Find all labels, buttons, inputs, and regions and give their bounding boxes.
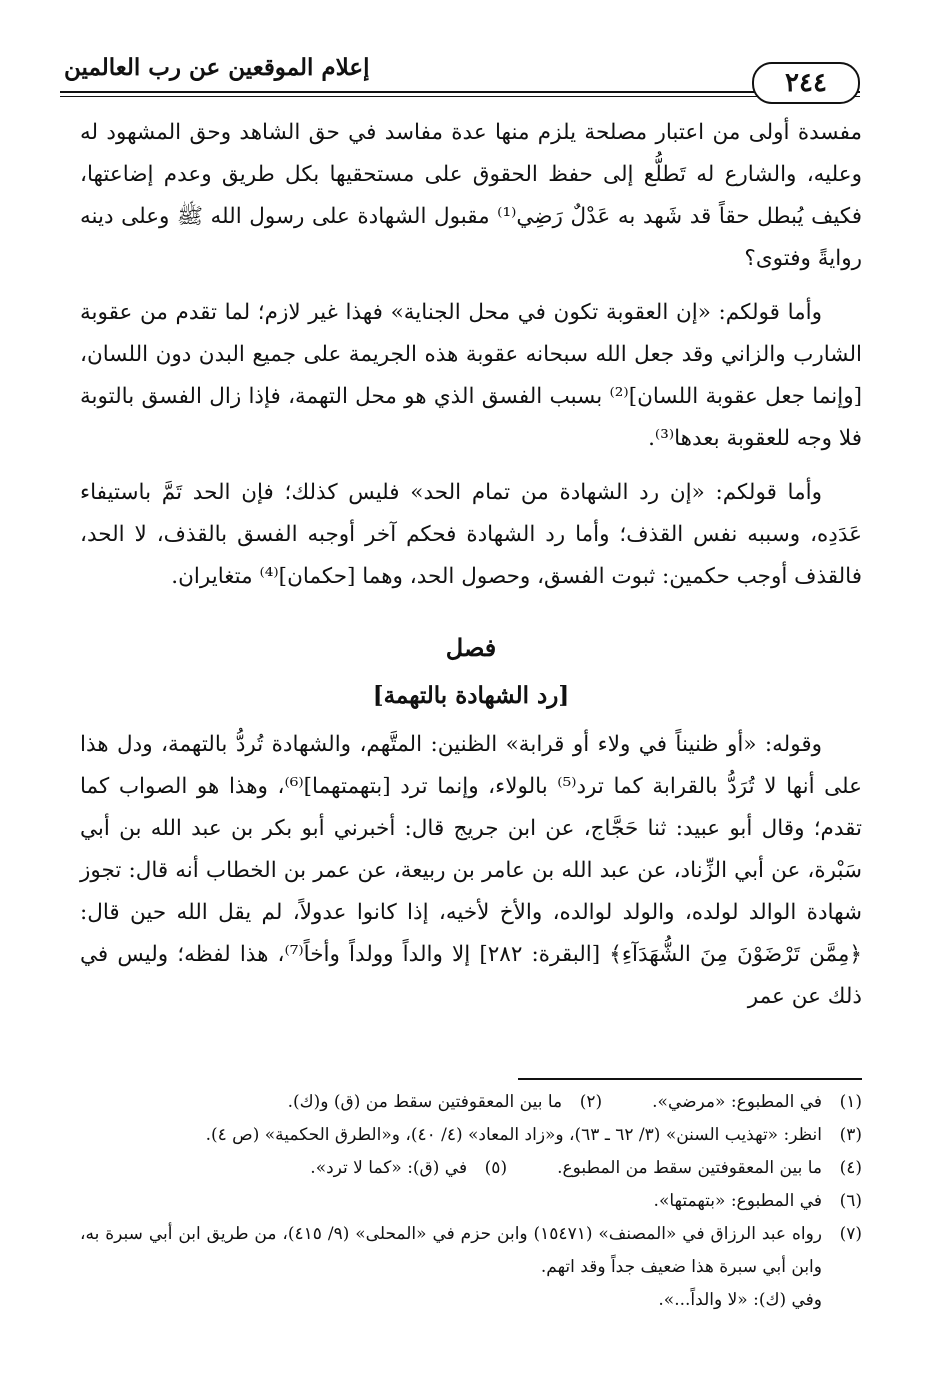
footnote-text: ما بين المعقوفتين سقط من المطبوع. bbox=[557, 1158, 822, 1178]
footnote-text: في المطبوع: «بتهمتها». bbox=[653, 1191, 822, 1211]
header-rule bbox=[60, 91, 860, 93]
footnote-row bbox=[80, 1218, 862, 1284]
footnote-text: في (ق): «كما لا ترد». bbox=[310, 1158, 468, 1178]
page-header bbox=[60, 48, 860, 104]
section-subtitle: [رد الشهادة بالتهمة] bbox=[372, 682, 570, 709]
footnote-text: في المطبوع: «مرضي». bbox=[652, 1092, 822, 1112]
page-number: ٢٤٤ bbox=[752, 62, 860, 104]
footnote-number: (٢) bbox=[579, 1092, 603, 1112]
footnote-separator bbox=[518, 1078, 862, 1080]
footnotes bbox=[80, 1086, 862, 1317]
footnote-number: (٤) bbox=[839, 1158, 862, 1178]
footnote-text: وفي (ك): «لا والداً...». bbox=[658, 1290, 822, 1310]
section-title: فصل bbox=[445, 633, 497, 662]
footnote-row bbox=[80, 1119, 862, 1152]
footnote-number: (١) bbox=[839, 1092, 862, 1112]
footnote-continuation bbox=[80, 1284, 862, 1317]
footnote-text: ما بين المعقوفتين سقط من (ق) و(ك). bbox=[287, 1092, 563, 1112]
book-title: إعلام الموقعين عن رب العالمين bbox=[60, 54, 375, 81]
paragraph-4: وقوله: «أو ظنيناً في ولاء أو قرابة» الظنين: المتَّهم، والشهادة تُردُّ بالتهمة، ودل هذا على أنها لا تُرَدُّ بالقرابة كما ترد⁽⁵⁾ بالولاء، وإنما ترد [بتهمتهما]⁽⁶⁾، وهذا هو الصواب كما تقدم؛ وقال أبو عبيد: ثنا حَجَّاج، عن ابن جريج قال: أخبرني أبو بكر بن عبد الله بن أبي سَبْرة، عن أبي الزِّناد، عن عبد الله بن عامر بن ربيعة، عن عمر بن الخطاب أنه قال: تجوز شهادة الوالد لولده، والولد لوالده، والأخ لأخيه، إذا كانوا عدولاً، لم يقل الله حين قال: ﴿مِمَّن تَرْضَوْنَ مِنَ الشُّهَدَآءِ﴾ [البقرة: ٢٨٢] إلا والداً وولداً وأخاً⁽⁷⁾، هذا لفظه؛ وليس في ذلك عن عمر bbox=[80, 732, 863, 1009]
header-rule-thin bbox=[60, 96, 860, 97]
footnote-row bbox=[80, 1152, 862, 1185]
footnote-text: رواه عبد الرزاق في «المصنف» (١٥٤٧١) وابن حزم في «المحلى» (٩/ ٤١٥)، من طريق ابن أبي سبرة به، وابن أبي سبرة هذا ضعيف جداً وقد اتهم. bbox=[80, 1224, 822, 1277]
footnote-number: (٦) bbox=[839, 1191, 862, 1211]
paragraph-2: وأما قولكم: «إن العقوبة تكون في محل الجناية» فهذا غير لازم؛ لما تقدم من عقوبة الشارب والزاني وقد جعل الله سبحانه عقوبة هذه الجريمة على جميع البدن دون اللسان، [وإنما جعل عقوبة اللسان]⁽²⁾ بسبب الفسق الذي هو محل التهمة، فإذا زال الفسق بالتوبة فلا وجه للعقوبة بعدها⁽³⁾. bbox=[80, 300, 863, 451]
footnote-number: (٣) bbox=[839, 1125, 862, 1145]
paragraph-1: مفسدة أولى من اعتبار مصلحة يلزم منها عدة مفاسد في حق الشاهد وحق المشهود له وعليه، والشارع له تَطلُّع إلى حفظ الحقوق على مستحقيها بكل طريق وعدم إضاعتها، فكيف يُبطل حقاً قد شَهد به عَدْلٌ رَضِي⁽¹⁾ مقبول الشهادة على رسول الله ﷺ وعلى دينه روايةً وفتوى؟ bbox=[80, 120, 862, 271]
footnote-text: انظر: «تهذيب السنن» (٣/ ٦٢ ـ ٦٣)، و«زاد المعاد» (٤/ ٤٠)، و«الطرق الحكمية» (ص ٤). bbox=[205, 1125, 822, 1145]
footnote-number: (٥) bbox=[484, 1158, 508, 1178]
footnote-row bbox=[80, 1185, 862, 1218]
main-text bbox=[80, 112, 862, 1030]
paragraph-3: وأما قولكم: «إن رد الشهادة من تمام الحد» فليس كذلك؛ فإن الحد تَمَّ باستيفاء عَدَدِه، وسببه نفس القذف؛ وأما رد الشهادة فحكم آخر أوجبه الفسق بالقذف، لا الحد، فالقذف أوجب حكمين: ثبوت الفسق، وحصول الحد، وهما [حكمان]⁽⁴⁾ متغايران. bbox=[80, 480, 862, 589]
footnote-number: (٧) bbox=[839, 1224, 862, 1244]
footnote-row bbox=[80, 1086, 862, 1119]
